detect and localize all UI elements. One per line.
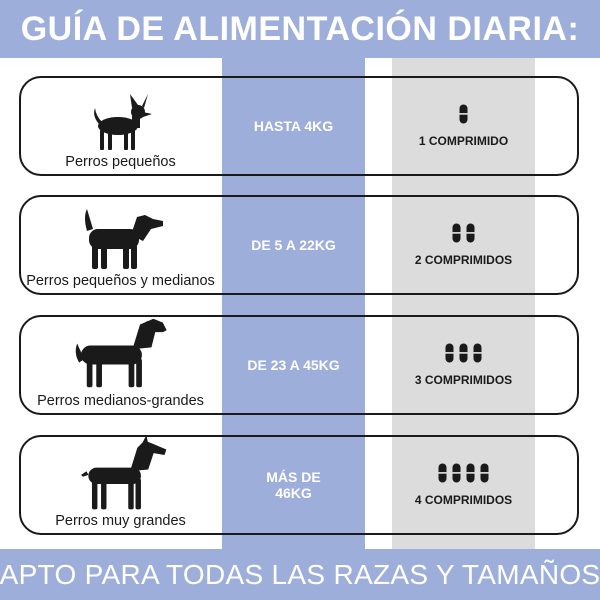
capsule-icon: [445, 343, 454, 363]
capsule-icon: [480, 463, 489, 483]
dog-size-label: Perros medianos-grandes: [37, 393, 204, 409]
capsule-icon: [459, 104, 468, 124]
capsule-icon: [459, 343, 468, 363]
dose-label: 3 COMPRIMIDOS: [414, 373, 513, 387]
dose-cell: [392, 195, 535, 295]
dog-cell: [19, 76, 222, 176]
dose-cell: [392, 76, 535, 176]
dog-size-label: Perros pequeños: [65, 154, 176, 170]
weight-range: MÁS DE 46KG: [266, 469, 321, 501]
pill-group: [438, 463, 489, 483]
pill-group: [445, 343, 482, 363]
weight-cell: [222, 315, 365, 415]
weight-range: DE 23 A 45KG: [247, 357, 340, 373]
weight-range: HASTA 4KG: [253, 118, 334, 134]
pill-group: [459, 104, 468, 124]
capsule-icon: [466, 463, 475, 483]
dog-cell: [19, 315, 222, 415]
footer-banner: [0, 549, 600, 600]
capsule-icon: [452, 463, 461, 483]
header-banner: [0, 0, 600, 58]
weight-cell: [222, 76, 365, 176]
small-medium-dog-icon: [73, 205, 169, 273]
dose-label: 2 COMPRIMIDOS: [414, 253, 513, 267]
weight-range: DE 5 A 22KG: [251, 237, 336, 253]
weight-cell: [222, 195, 365, 295]
small-dog-icon: [86, 92, 156, 154]
medium-large-dog-icon: [69, 315, 173, 393]
capsule-icon: [466, 223, 475, 243]
capsule-icon: [473, 343, 482, 363]
dog-cell: [19, 435, 222, 535]
dose-cell: [392, 435, 535, 535]
dose-cell: [392, 315, 535, 415]
dog-size-label: Perros pequeños y medianos: [26, 273, 215, 289]
footer-text: APTO PARA TODAS LAS RAZAS Y TAMAÑOS: [0, 558, 600, 590]
weight-cell: [222, 435, 365, 535]
capsule-icon: [438, 463, 447, 483]
dog-size-label: Perros muy grandes: [55, 513, 186, 529]
dog-cell: [19, 195, 222, 295]
dose-label: 1 COMPRIMIDO: [418, 134, 509, 148]
dose-label: 4 COMPRIMIDOS: [414, 493, 513, 507]
page-title: GUÍA DE ALIMENTACIÓN DIARIA:: [20, 9, 580, 48]
capsule-icon: [452, 223, 461, 243]
pill-group: [452, 223, 475, 243]
large-dog-icon: [69, 435, 173, 513]
